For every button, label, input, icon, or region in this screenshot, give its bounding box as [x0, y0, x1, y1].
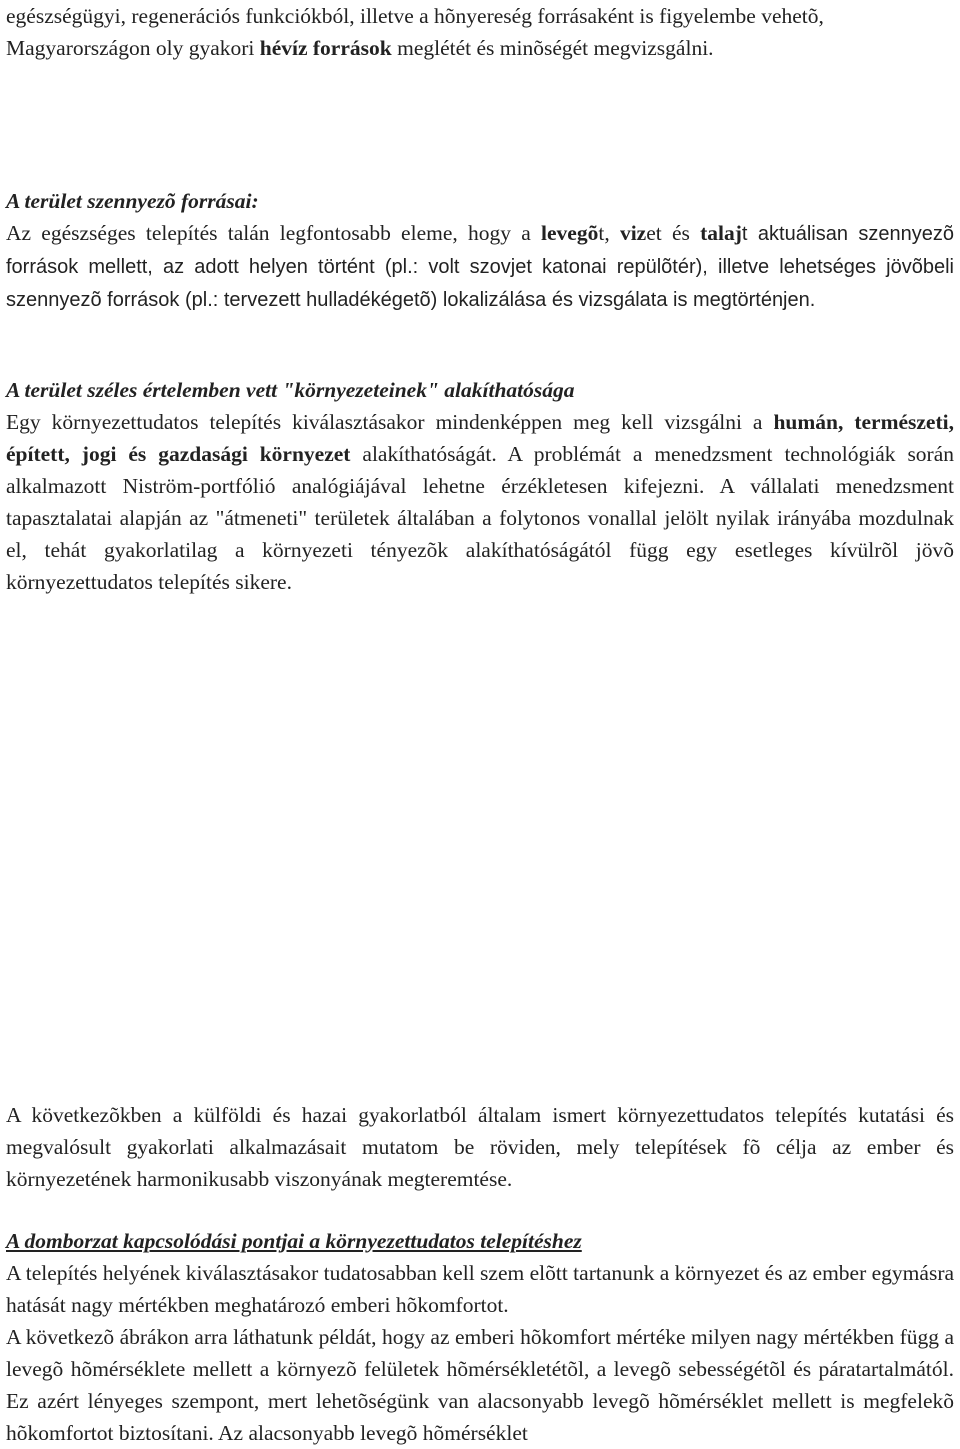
terrain-paragraph-2: A következõ ábrákon arra láthatunk példát, hogy az emberi hõkomfort mértéke milyen nagy mértékben függ a levegõ hõmérséklete mellett a környezõ felületek hõmérsékletétõl, a levegõ sebességétõl és páratartalmától. Ez azért lényeges szempont, mert lehetõségünk van alacsonyabb levegõ hõmérséklet mellett is megfelekõ hõkomfortot biztosítani. Az alacsonyabb levegõ hõmérséklet [6, 1325, 954, 1445]
air-emphasis: levegõ [541, 221, 599, 245]
intro-line-1: egészségügyi, regenerációs funkciókból, illetve a hõnyereség forrásaként is figyelembe vehetõ, [6, 4, 824, 28]
pollution-paragraph: Az egészséges telepítés talán legfontosabb eleme, hogy a levegõt, vizet és talajt aktuálisan szennyezõ források mellett, az adott helyen történt (pl.: volt szovjet katonai repülõtér), illetve lehetséges jövõbeli szennyezõ források (pl.: tervezett hulladékégetõ) lokalizálása és vizsgálata is megtörténjen. [6, 221, 954, 311]
environment-paragraph: Egy környezettudatos telepítés kiválasztásakor mindenképpen meg kell vizsgálni a humán, természeti, épített, jogi és gazdasági környezet alakíthatóságát. A problémát a menedzsment technológiák során alkalmazott Niström-portfólió analógiájával lehetne érzékletesen kifejezni. A vállalati menedzsment tapasztalatai alapján az "átmeneti" területek általában a folytonos vonallal jelölt nyilak irányába mozdulnak el, tehát gyakorlatilag a környezeti tényezõk alakíthatóságától függ egy esetleges kívülrõl jövõ környezettudatos telepítés sikere. [6, 410, 955, 594]
thermal-springs-emphasis: hévíz források [259, 36, 392, 60]
water-emphasis: viz [619, 221, 647, 245]
section-practice-overview [6, 1099, 954, 1195]
section-pollution-sources [6, 185, 954, 316]
terrain-paragraph-1: A telepítés helyének kiválasztásakor tudatosabban kell szem elõtt tartanunk a környezet és az ember egymásra hatását nagy mértékben meghatározó emberi hõkomfortot. [6, 1261, 955, 1317]
intro-paragraph-end [6, 0, 954, 64]
environments-emphasis: humán, természeti, épített, jogi és gazdasági környezet [6, 410, 954, 466]
section-terrain [6, 1225, 954, 1449]
section-heading-pollution: A terület szennyezõ forrásai: [6, 189, 259, 213]
section-environment-shapeability [6, 374, 954, 598]
section-heading-environment: A terület széles értelemben vett "környezeteinek" alakíthatósága [6, 378, 575, 402]
practice-paragraph: A következõkben a külföldi és hazai gyakorlatból általam ismert környezettudatos telepítés kutatási és megvalósult gyakorlati alkalmazásait mutatom be röviden, mely telepítések fõ célja az ember és környezetének harmonikusabb viszonyának megteremtése. [6, 1103, 954, 1191]
soil-emphasis: talaj [700, 221, 742, 245]
intro-line-2: Magyarországon oly gyakori hévíz források meglétét és minõségét megvizsgálni. [6, 36, 714, 60]
section-heading-terrain: A domborzat kapcsolódási pontjai a környezettudatos telepítéshez [6, 1229, 582, 1253]
